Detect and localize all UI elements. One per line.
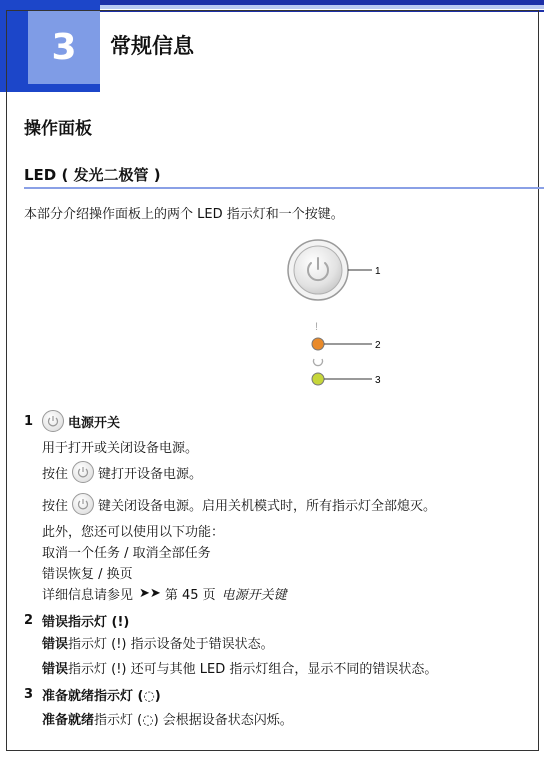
callout-3: 3: [375, 375, 381, 386]
item-1-line-3-pre: 按住: [42, 498, 69, 514]
subsection-rule: [24, 187, 544, 189]
operation-panel-diagram: [260, 232, 400, 392]
item-2-number: 2: [24, 613, 34, 628]
item-2-line-2-rest: 指示灯 (!) 还可与其他 LED 指示灯组合，显示不同的错误状态。: [68, 662, 438, 677]
item-3-heading: [24, 685, 161, 704]
item-1-line-6: 错误恢复 / 换页: [42, 567, 133, 582]
item-1-line-4: 此外，您还可以使用以下功能：: [42, 525, 225, 540]
item-1-line-1: 用于打开或关闭设备电源。: [42, 441, 199, 456]
subsection-title: LED ( 发光二极管 ): [24, 166, 161, 184]
item-1-reference: [42, 584, 287, 603]
item-3-line-1: [42, 709, 293, 728]
reference-link[interactable]: 电源开关键: [221, 588, 287, 603]
item-1-line-3-post: 键关闭设备电源。启用关机模式时，所有指示灯全部熄灭。: [98, 498, 437, 514]
reference-prefix: 详细信息请参见: [42, 588, 134, 603]
item-3-title: 准备就绪指示灯 (◌): [42, 689, 161, 704]
error-led: [312, 338, 324, 350]
power-button-icon: [72, 461, 94, 483]
intro-text: 本部分介绍操作面板上的两个 LED 指示灯和一个按键。: [24, 207, 344, 222]
error-mark: !: [315, 321, 319, 333]
item-2-title: 错误指示灯 (!): [42, 615, 130, 630]
ready-led: [312, 373, 324, 385]
item-2-line-1: [42, 633, 274, 652]
double-arrow-icon: ➤➤: [139, 586, 161, 601]
item-1-number: 1: [24, 413, 34, 429]
item-2-heading: [24, 611, 129, 630]
item-2-line-1-bold: 错误: [42, 637, 69, 652]
item-2-line-2: [42, 658, 437, 677]
callout-2: 2: [375, 340, 381, 351]
item-1-line-3: [42, 493, 436, 515]
item-3-line-1-bold: 准备就绪: [42, 713, 95, 728]
item-1-line-2-pre: 按住: [42, 466, 69, 482]
ready-mark-icon: [314, 359, 323, 366]
chapter-number: 3: [28, 10, 100, 84]
item-1-line-2-post: 键打开设备电源。: [98, 466, 203, 482]
item-3-number: 3: [24, 687, 34, 702]
item-2-line-2-bold: 错误: [42, 662, 69, 677]
item-1-heading: [24, 410, 120, 432]
chapter-title: 常规信息: [110, 34, 194, 58]
section-title: 操作面板: [24, 119, 92, 139]
reference-page: 第 45 页: [164, 588, 216, 603]
callout-1: 1: [375, 266, 381, 277]
item-2-line-1-rest: 指示灯 (!) 指示设备处于错误状态。: [68, 637, 274, 652]
power-button-icon: [42, 410, 64, 432]
item-3-line-1-rest: 指示灯 (◌) 会根据设备状态闪烁。: [94, 713, 293, 728]
item-1-line-5: 取消一个任务 / 取消全部任务: [42, 546, 211, 561]
power-button-icon: [72, 493, 94, 515]
item-1-line-2: [42, 461, 202, 483]
item-1-title: 电源开关: [68, 415, 121, 431]
